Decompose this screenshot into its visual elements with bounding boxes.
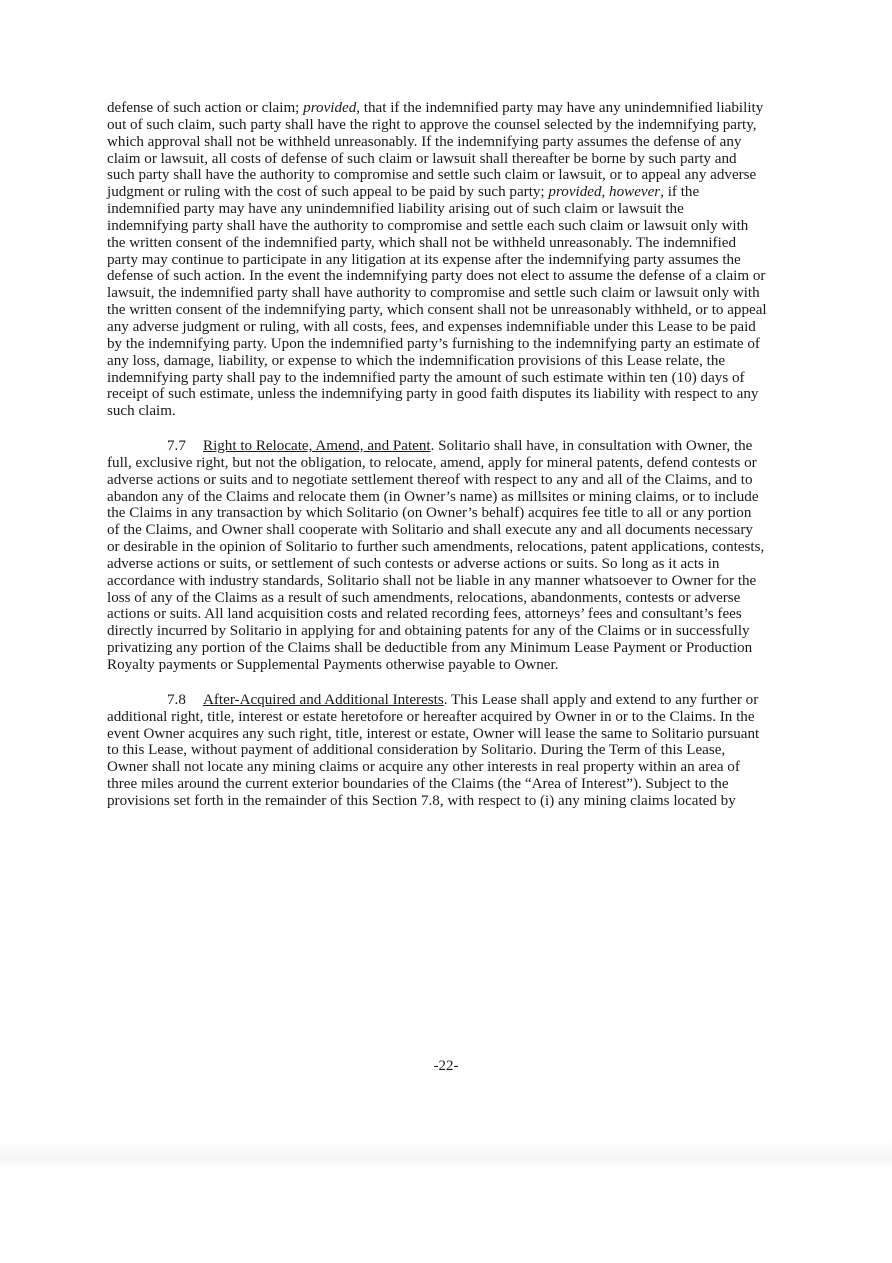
scan-shadow xyxy=(0,1140,892,1170)
text-run: defense of such action or claim; xyxy=(107,100,304,116)
section-body: . This Lease shall apply and extend to any further or additional right, title, interest or estate heretofore or hereafter acquired by Owner in or to the Claims. In the event Owner acquires any such right, title, interest or estate, Owner will lease the same to Solitario pursuant to this Lease, without payment of additional consideration by Solitario. During the Term of this Lease, Owner shall not locate any mining claims or acquire any other interests in real property within an area of three miles around the current exterior boundaries of the Claims (the “Area of Interest”). Subject to the provisions set forth in the remainder of this Section 7.8, with respect to (i) any mining claims located by xyxy=(107,691,760,809)
section-7-7 xyxy=(107,438,767,674)
section-7-8 xyxy=(107,692,767,810)
page-number: -22- xyxy=(433,1058,459,1074)
paragraph-indemnification-continued xyxy=(107,100,767,420)
section-number: 7.8 xyxy=(167,691,186,708)
document-body xyxy=(107,100,767,828)
italic-term-provided: provided xyxy=(303,100,357,116)
section-number: 7.7 xyxy=(167,438,186,455)
section-body: . Solitario shall have, in consultation with Owner, the full, exclusive right, but not the obligation, to relocate, amend, apply for mineral patents, defend contests or adverse actions or suits and to negotiate settlement thereof with respect to any and all of the Claims, and to abandon any of the Claims and relocate them (in Owner’s name) as millsites or mining claims, or to include the Claims in any transaction by which Solitario (on Owner’s behalf) acquires fee title to all or any portion of the Claims, and Owner shall cooperate with Solitario and shall execute any and all documents necessary or desirable in the opinion of Solitario to further such amendments, relocations, patent applications, contests, adverse actions or suits, or settlement of such contests or adverse actions or suits. So long as it acts in accordance with industry standards, Solitario shall not be liable in any manner whatsoever to Owner for the loss of any of the Claims as a result of such amendments, relocations, abandonments, contests or adverse actions or suits. All land acquisition costs and related recording fees, attorneys’ fees and consultant’s fees directly incurred by Solitario in applying for and obtaining patents for any of the Claims or in successfully privatizing any portion of the Claims shall be deductible from any Minimum Lease Payment or Production Royalty payments or Supplemental Payments otherwise payable to Owner. xyxy=(107,438,765,673)
italic-term-provided-however: provided, however xyxy=(548,184,661,201)
section-title: Right to Relocate, Amend, and Patent xyxy=(203,438,431,455)
text-run: , if the indemnified party may have any unindemnified liability arising out of such claim or lawsuit the indemnifying party shall have the authority to compromise and settle each such claim or lawsuit only with the written consent of the indemnified party, which shall not be withheld unreasonably. The indemnified party may continue to participate in any litigation at its expense after the indemnifying party assumes the defense of such action. In the event the indemnifying party does not elect to assume the defense of a claim or lawsuit, the indemnified party shall have authority to compromise and settle such claim or lawsuit only with the written consent of the indemnifying party, which consent shall not be unreasonably withheld, or to appeal any adverse judgment or ruling, with all costs, fees, and expenses indemnifiable under this Lease to be paid by the indemnifying party. Upon the indemnified party’s furnishing to the indemnifying party an estimate of any loss, damage, liability, or expense to which the indemnification provisions of this Lease relate, the indemnifying party shall pay to the indemnified party the amount of such estimate within ten (10) days of receipt of such estimate, unless the indemnifying party in good faith disputes its liability with respect to any such claim. xyxy=(107,184,767,420)
text-run: , that if the indemnified party may have any unindemnified liability out of such claim, such party shall have the right to approve the counsel selected by the indemnifying party, which approval shall not be withheld unreasonably. If the indemnifying party assumes the defense of any claim or lawsuit, all costs of defense of such claim or lawsuit shall thereafter be borne by such party and such party shall have the authority to compromise and settle such claim or lawsuit, or to appeal any adverse judgment or ruling with the cost of such appeal to be paid by such party; xyxy=(107,100,764,201)
section-title: After-Acquired and Additional Interests xyxy=(203,691,444,708)
